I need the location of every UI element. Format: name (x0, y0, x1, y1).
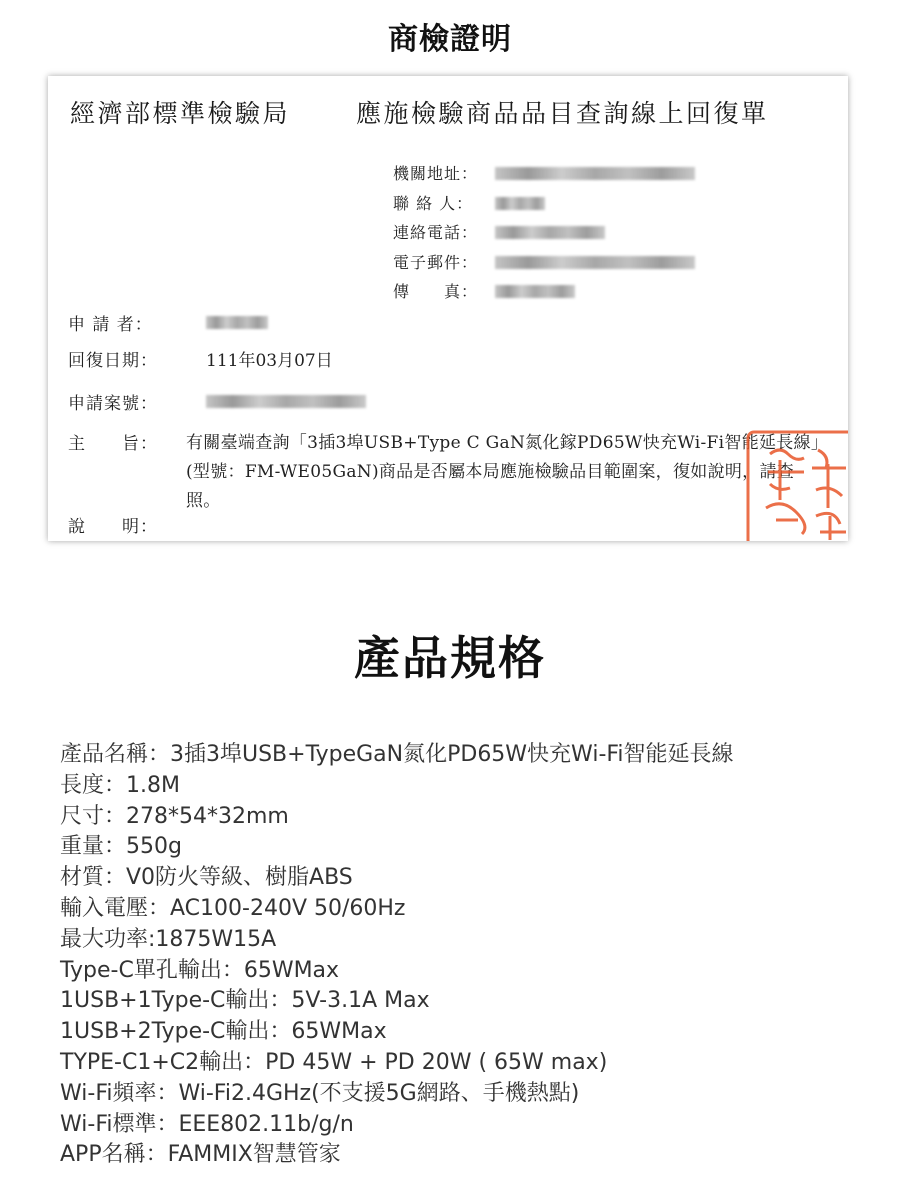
contact-label: 聯 絡 人： (393, 193, 474, 213)
subject-text: 有關臺端查詢「3插3埠USB+Type C GaN氮化鎵PD65W快充Wi-Fi智能延長線」(型號：FM-WE05GaN)商品是否屬本局應施檢驗品目範圍案，復如說明，請查照。 (186, 433, 820, 511)
contact-label: 機關地址： (393, 164, 479, 183)
redacted-value (495, 167, 695, 180)
spec-usb-2typec-output: 1USB+2Type-C輸出：65WMax (60, 1019, 387, 1045)
spec-wifi-frequency: Wi-Fi頻率：Wi-Fi2.4GHz(不支援5G網路、手機熱點) (60, 1080, 580, 1106)
spec-typec-dual-output: TYPE-C1+C2輸出：PD 45W + PD 20W ( 65W max) (60, 1049, 608, 1075)
field-label: 回復日期： (68, 351, 158, 371)
field-label: 說 明： (68, 517, 158, 537)
spec-weight: 重量：550g (60, 834, 182, 860)
field-label: 申 請 者： (68, 315, 153, 335)
applicant-field (68, 310, 268, 335)
redacted-value (495, 256, 695, 269)
contact-row-person (393, 189, 695, 219)
spec-section-title: 產品規格 (354, 631, 546, 685)
reply-date-field (68, 346, 333, 371)
redacted-value (495, 285, 575, 298)
redacted-value (495, 226, 605, 239)
cert-section-title: 商檢證明 (388, 22, 512, 57)
inspection-certificate-document (48, 76, 848, 541)
form-title: 應施檢驗商品品目查詢線上回復單 (356, 99, 769, 128)
spec-material: 材質：V0防火等級、樹脂ABS (60, 865, 353, 891)
spec-dimensions: 尺寸：278*54*32mm (60, 803, 289, 829)
field-label: 申請案號： (68, 394, 158, 414)
field-label: 主 旨： (68, 434, 158, 454)
contact-label: 傳 真： (393, 282, 479, 301)
contact-label: 電子郵件： (393, 252, 479, 272)
redacted-value (495, 197, 545, 210)
spec-product-name: 產品名稱：3插3埠USB+TypeGaN氮化PD65W快充Wi-Fi智能延長線 (60, 742, 734, 767)
redacted-value (206, 395, 366, 408)
spec-max-power: 最大功率:1875W15A (60, 926, 277, 952)
agency-name: 經濟部標準檢驗局 (70, 99, 291, 128)
redacted-value (206, 316, 268, 329)
spec-wifi-standard: Wi-Fi標準：EEE802.11b/g/n (60, 1111, 354, 1137)
contact-label: 連絡電話： (393, 223, 479, 242)
contact-row-email (393, 248, 695, 278)
contact-row-fax (393, 277, 695, 307)
product-spec-list (60, 740, 734, 1171)
contact-row-address (393, 159, 695, 189)
description-field (68, 512, 186, 537)
spec-input-voltage: 輸入電壓：AC100-240V 50/60Hz (60, 895, 406, 921)
subject-field (68, 429, 186, 454)
contact-block (393, 159, 695, 307)
case-number-field (68, 389, 366, 414)
spec-app-name: APP名稱：FAMMIX智慧管家 (60, 1142, 341, 1168)
reply-date-value: 111年03月07日 (206, 351, 333, 371)
spec-length: 長度：1.8M (60, 772, 180, 798)
contact-row-phone (393, 218, 695, 248)
spec-usb-1typec-output: 1USB+1Type-C輸出：5V-3.1A Max (60, 988, 430, 1014)
spec-typec-single-output: Type-C單孔輸出：65WMax (60, 957, 340, 983)
official-seal-stamp (740, 424, 848, 541)
